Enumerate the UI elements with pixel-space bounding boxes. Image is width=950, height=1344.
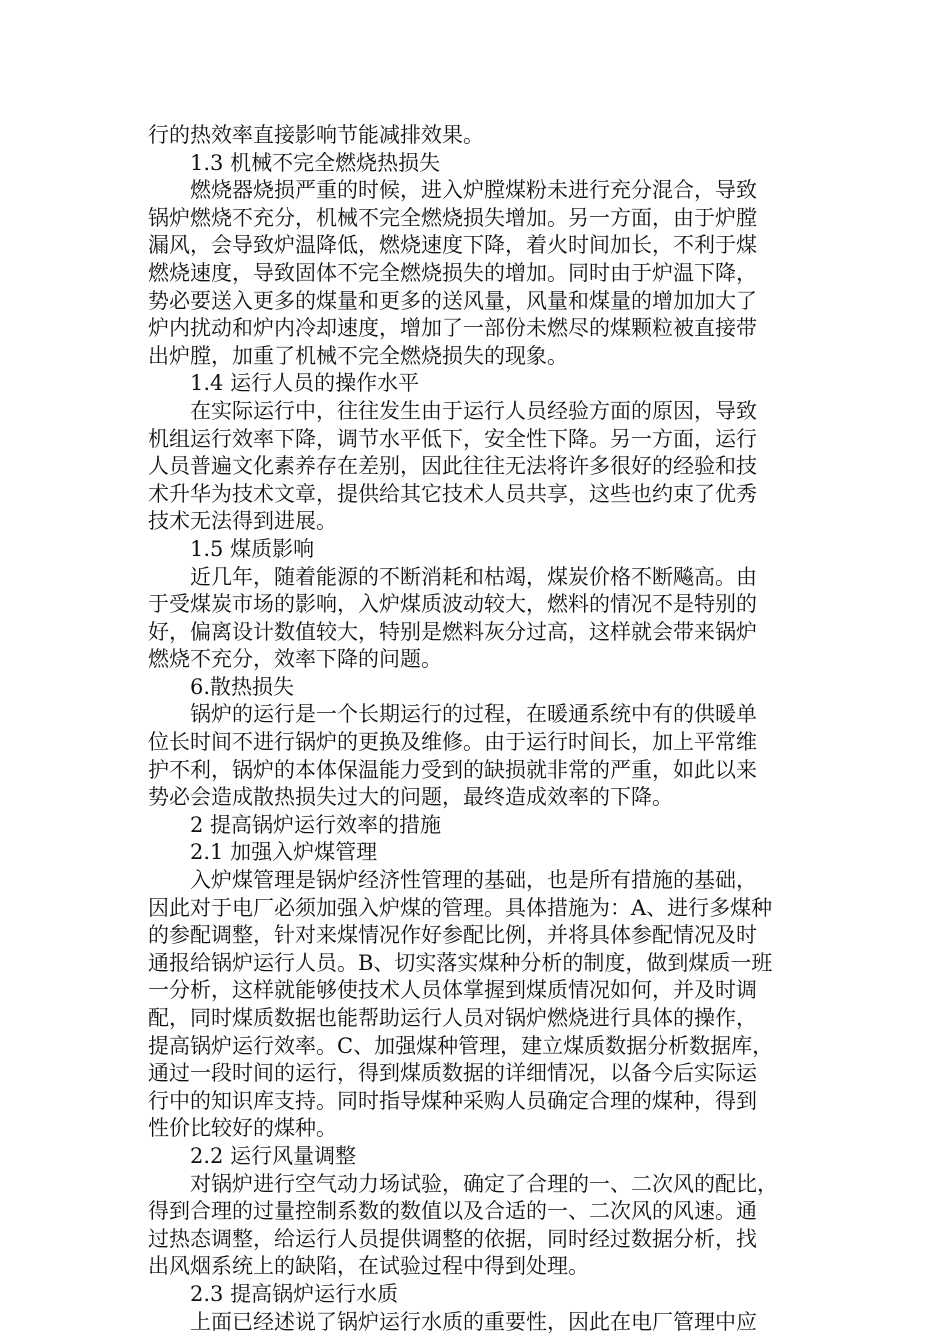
text-line: 一分析，这样就能够使技术人员体掌握到煤质情况如何，并及时调 [148,978,757,1003]
section-heading-1-4: 1.4 运行人员的操作水平 [190,371,420,396]
text-line: 燃烧不充分，效率下降的问题。 [148,647,442,672]
text-line: 燃烧速度，导致固体不完全燃烧损失的增加。同时由于炉温下降， [148,260,757,285]
text-line: 位长时间不进行锅炉的更换及维修。由于运行时间长，加上平常维 [148,730,757,755]
text-line: 对锅炉进行空气动力场试验，确定了合理的一、二次风的配比， [190,1171,778,1196]
text-line: 上面已经述说了锅炉运行水质的重要性，因此在电厂管理中应 [190,1309,757,1334]
text-line: 势必会造成散热损失过大的问题，最终造成效率的下降。 [148,785,673,810]
text-line: 出炉膛，加重了机械不完全燃烧损失的现象。 [148,343,568,368]
text-line: 性价比较好的煤种。 [148,1116,337,1141]
text-line: 行的热效率直接影响节能减排效果。 [148,123,484,147]
text-line: 近几年，随着能源的不断消耗和枯竭，煤炭价格不断飚高。由 [190,564,757,589]
text-line: 通过一段时间的运行，得到煤质数据的详细情况，以备今后实际运 [148,1061,757,1086]
section-heading-2-1: 2.1 加强入炉煤管理 [190,840,378,865]
text-line: 术升华为技术文章，提供给其它技术人员共享，这些也约束了优秀 [148,481,757,506]
text-line: 提高锅炉运行效率。C、加强煤种管理，建立煤质数据分析数据库， [148,1033,774,1058]
text-line: 的参配调整，针对来煤情况作好参配比例，并将具体参配情况及时 [148,923,757,948]
text-line: 配，同时煤质数据也能帮助运行人员对锅炉燃烧进行具体的操作， [148,1006,757,1030]
text-line: 人员普遍文化素养存在差别，因此往往无法将许多很好的经验和技 [148,454,757,479]
text-line: 入炉煤管理是锅炉经济性管理的基础，也是所有措施的基础， [190,868,757,893]
section-heading-2: 2 提高锅炉运行效率的措施 [190,812,442,837]
text-line: 技术无法得到进展。 [148,509,337,534]
text-line: 好，偏离设计数值较大，特别是燃料灰分过高，这样就会带来锅炉 [148,619,757,644]
section-heading-2-2: 2.2 运行风量调整 [190,1143,357,1168]
section-heading-1-3: 1.3 机械不完全燃烧热损失 [190,150,441,175]
text-line: 在实际运行中，往往发生由于运行人员经验方面的原因，导致 [190,398,757,423]
text-line: 于受煤炭市场的影响，入炉煤质波动较大，燃料的情况不是特别的 [148,592,757,617]
text-line: 过热态调整，给运行人员提供调整的依据，同时经过数据分析，找 [148,1226,757,1251]
text-line: 护不利，锅炉的本体保温能力受到的缺损就非常的严重，如此以来 [148,757,757,782]
section-heading-2-3: 2.3 提高锅炉运行水质 [190,1281,399,1306]
document-page [148,122,800,1336]
text-line: 漏风，会导致炉温降低，燃烧速度下降，着火时间加长，不利于煤 [148,233,757,258]
text-line: 行中的知识库支持。同时指导煤种采购人员确定合理的煤种，得到 [148,1088,757,1113]
text-line: 炉内扰动和炉内冷却速度，增加了一部份未燃尽的煤颗粒被直接带 [148,316,757,341]
text-line: 势必要送入更多的煤量和更多的送风量，风量和煤量的增加加大了 [148,288,757,313]
text-line: 锅炉的运行是一个长期运行的过程，在暖通系统中有的供暖单 [190,702,757,727]
text-line: 得到合理的过量控制系数的数值以及合适的一、二次风的风速。通 [148,1199,757,1224]
section-heading-1-5: 1.5 煤质影响 [190,536,315,561]
text-line: 燃烧器烧损严重的时候，进入炉膛煤粉未进行充分混合，导致 [190,178,757,203]
text-line: 因此对于电厂必须加强入炉煤的管理。具体措施为：A、进行多煤种 [148,895,773,920]
text-line: 锅炉燃烧不充分，机械不完全燃烧损失增加。另一方面，由于炉膛 [148,205,757,230]
text-line: 机组运行效率下降，调节水平低下，安全性下降。另一方面，运行 [148,426,757,451]
section-heading-6: 6.散热损失 [190,674,295,699]
text-line: 通报给锅炉运行人员。B、切实落实煤种分析的制度，做到煤质一班 [148,950,773,975]
text-line: 出风烟系统上的缺陷，在试验过程中得到处理。 [148,1254,589,1279]
